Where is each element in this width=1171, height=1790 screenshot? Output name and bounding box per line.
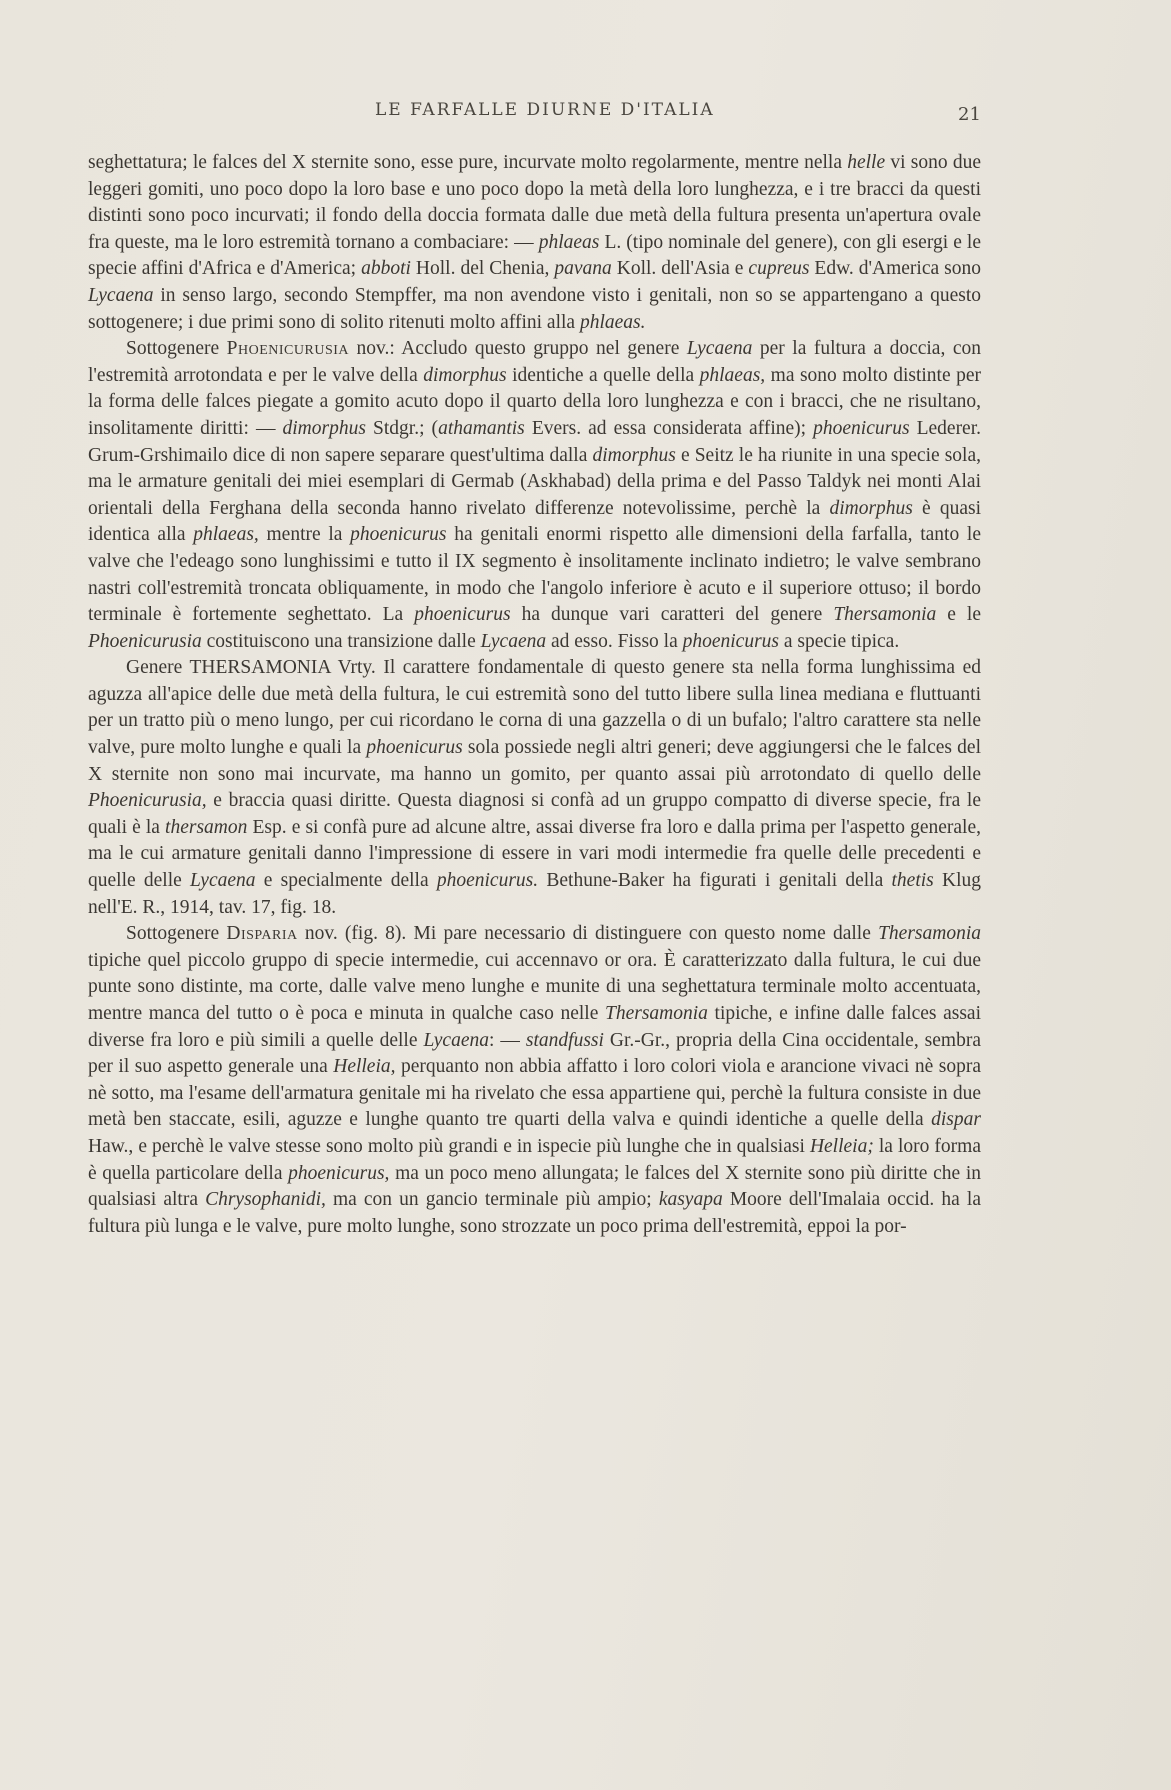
text-run: ha genitali enormi rispetto alle dimensioni della farfalla, tanto le valve che l'edeago sono lunghissimi e tutto il IX segmento è insolitamente inclinato indietro; le valve sembrano nastri coll'estremità troncata obliquamente, in modo che l'angolo inferiore è acuto e il superiore ottuso; il bordo terminale è fortemente seghettato. La (88, 524, 981, 626)
page-number: 21 (958, 104, 981, 125)
italic-term: phoenicurus (350, 524, 447, 546)
italic-term: Phoenicurusia (88, 630, 202, 652)
text-run: Genere THERSAMONIA Vrty. Il carattere fondamentale di questo genere sta nella forma lunghissima ed aguzza all'apice delle due metà della fultura, le cui estremità sono del tutto libere sulla linea mediana e fluttuanti per un tratto più o meno lungo, per cui ricordano le corna di una gazzella o di un bufalo; l'altro carattere sta nelle valve, pure molto lunghe e quali la (88, 657, 981, 759)
paragraph-4 (88, 921, 981, 1240)
italic-term: Lycaena (88, 284, 154, 306)
text-run: e specialmente della (255, 870, 437, 892)
italic-term: phlaeas. (579, 311, 646, 333)
small-caps-term: Phoenicurusia (226, 338, 350, 360)
text-run: ha dunque vari caratteri del genere (510, 604, 834, 626)
italic-term: Lycaena (686, 338, 753, 360)
italic-term: Lycaena (423, 1029, 489, 1051)
text-run: : — (488, 1029, 526, 1051)
text-run: Holl. del Chenia, (410, 258, 555, 280)
italic-term: thetis (891, 870, 934, 892)
italic-term: Lycaena (190, 870, 256, 892)
text-run: nov.: Accludo questo gruppo nel genere (349, 338, 687, 360)
italic-term: dimorphus (423, 364, 507, 386)
italic-term: dimorphus (592, 444, 676, 466)
italic-term: cupreus (748, 258, 810, 280)
italic-term: phlaeas, (699, 364, 766, 386)
text-run: tipiche quel piccolo gruppo di specie intermedie, cui accennavo or ora. È caratterizzato dalla fultura, le cui due punte sono distinte, ma corte, dalle valve meno lunghe e munite di una seghettatura terminale molto accentuata, mentre manca del tutto o è poca e minuta in qualche caso nelle (88, 949, 981, 1024)
italic-term: Phoenicurusia, (88, 790, 207, 812)
italic-term: phoenicurus (813, 417, 910, 439)
italic-term: dimorphus (829, 497, 913, 519)
text-run: Esp. e si confà pure ad alcune altre, assai diverse fra loro e dalla prima per l'aspetto generale, ma le cui armature genitali danno l'impressione di essere in vari modi intermedie fra quelle delle precedenti e quelle delle (88, 816, 981, 892)
text-run: vi sono due leggeri gomiti, uno poco dopo la loro base e uno poco dopo la metà della loro lunghezza, e i tre bracci da questi distinti sono poco incurvati; il fondo della doccia formata dalle due metà della fultura presenta un'apertura ovale fra queste, ma le loro estremità tornano a combaciare: — (88, 152, 981, 253)
italic-term: phlaeas, (193, 524, 259, 546)
text-run: in senso largo, secondo Stempffer, ma non avendone visto i genitali, non so se appartengano a questo sottogenere; i due primi sono di solito ritenuti molto affini alla (88, 284, 981, 333)
text-run: seghettatura; le falces del X sternite sono, esse pure, incurvate molto regolarmente, mentre nella (88, 152, 848, 173)
italic-term: phoenicurus. (436, 870, 539, 892)
text-run: sola possiede negli altri generi; deve aggiungersi che le falces del X sternite non sono mai incurvate, ma hanno un gomito, per quanto assai più arrotondato di quello delle (88, 737, 982, 785)
text-run: L. (tipo nominale del genere), con gli esergi e le specie affini d'Africa e d'America; (88, 231, 981, 280)
text-run: e le (936, 604, 981, 626)
italic-term: athamantis (438, 417, 525, 439)
text-run: Bethune-Baker ha figurati i genitali della (538, 870, 892, 892)
text-run: ma un poco meno allungata; le falces del X sternite sono più diritte che in qualsiasi altra (88, 1162, 981, 1211)
text-run: Haw., e perchè le valve stesse sono molto più grandi e in ispecie più lunghe che in qualsiasi (88, 1135, 810, 1157)
text-run: tipiche, e infine dalle falces assai diverse fra loro e più simili a quelle delle (88, 1003, 981, 1051)
text-run: nov. (fig. 8). Mi pare necessario di distinguere con questo nome dalle (297, 923, 879, 945)
italic-term: Helleia, (333, 1056, 396, 1078)
text-run: la loro forma è quella particolare della (88, 1135, 981, 1184)
italic-term: kasyapa (658, 1189, 723, 1211)
text-run: Gr.-Gr., propria della Cina occidentale, sembra per il suo aspetto generale una (88, 1029, 981, 1078)
italic-term: dispar (931, 1109, 981, 1131)
text-run: ma con un gancio terminale più ampio; (325, 1189, 659, 1211)
text-run: mentre la (258, 524, 351, 546)
text-run: Klug nell'E. R., 1914, tav. 17, fig. 18. (88, 870, 981, 918)
italic-term: phoenicurus (366, 737, 463, 759)
italic-term: phoenicurus (414, 604, 511, 626)
text-run: per la fultura a doccia, con l'estremità arrotondata e per le valve della (88, 338, 981, 386)
text-run: Sottogenere (126, 923, 227, 945)
italic-term: phlaeas (538, 231, 600, 253)
text-run: e Seitz le ha riunite in una specie sola, ma le armature genitali dei miei esemplari di Germab (Askhabad) della prima e del Passo Taldyk nei monti Alai orientali della Ferghana della seconda hanno rivelato differenze notevolissime, perchè la (88, 444, 982, 519)
italic-term: dimorphus (282, 417, 366, 439)
text-run: Stdgr.; ( (365, 417, 439, 439)
italic-term: phoenicurus, (288, 1162, 390, 1184)
paragraph-3 (88, 655, 981, 921)
italic-term: Thersamonia (878, 923, 982, 945)
small-caps-term: Disparia (226, 923, 298, 945)
text-run: ad esso. Fisso la (546, 630, 683, 652)
italic-term: phoenicurus (682, 630, 780, 652)
text-run: Koll. dell'Asia e (611, 258, 749, 280)
text-run: Moore dell'Imalaia occid. ha la fultura più lunga e le valve, pure molto lunghe, sono strozzate un poco prima dell'estremità, eppoi la por- (88, 1189, 981, 1237)
paragraph-2 (88, 336, 981, 655)
text-run: a specie tipica. (779, 630, 900, 652)
italic-term: Thersamonia (833, 604, 937, 626)
italic-term: Thersamonia (605, 1003, 708, 1024)
body-text (88, 150, 981, 1240)
text-run: e braccia quasi diritte. Questa diagnosi si confà ad un gruppo compatto di diverse specie, fra le quali è la (88, 790, 981, 838)
text-run: Lederer. Grum-Grshimailo dice di non sapere separare quest'ultima dalla (88, 417, 982, 466)
italic-term: Lycaena (480, 630, 547, 652)
text-run: costituiscono una transizione dalle (201, 630, 481, 652)
italic-term: Helleia; (809, 1135, 874, 1157)
text-run: ma sono molto distinte per la forma delle falces piegate a gomito acuto dopo il quarto della loro lunghezza e con i bracci, che ne risultano, insolitamente diritti: — (88, 364, 981, 439)
italic-term: abboti (361, 258, 411, 280)
italic-term: Chrysophanidi, (205, 1189, 326, 1211)
italic-term: standfussi (525, 1029, 604, 1051)
text-run: perquanto non abbia affatto i loro colori viola e arancione vivaci nè sopra nè sotto, ma l'esame dell'armatura genitale mi ha rivelato che essa appartiene qui, perchè la fultura consiste in due metà ben staccate, esili, aguzze e lunghe quanto tre quarti della valva e quindi identiche a quelle della (88, 1056, 981, 1131)
text-run: Evers. ad essa considerata affine); (524, 417, 814, 439)
italic-term: thersamon (165, 816, 248, 838)
text-run: Edw. d'America sono (809, 258, 981, 280)
text-run: Sottogenere (126, 338, 227, 360)
italic-term: helle (847, 152, 886, 173)
text-run: identiche a quelle della (506, 364, 700, 386)
running-title: LE FARFALLE DIURNE D'ITALIA (375, 100, 715, 120)
italic-term: pavana (554, 258, 612, 280)
paragraph-1 (88, 150, 981, 336)
text-run: è quasi identica alla (88, 497, 981, 546)
